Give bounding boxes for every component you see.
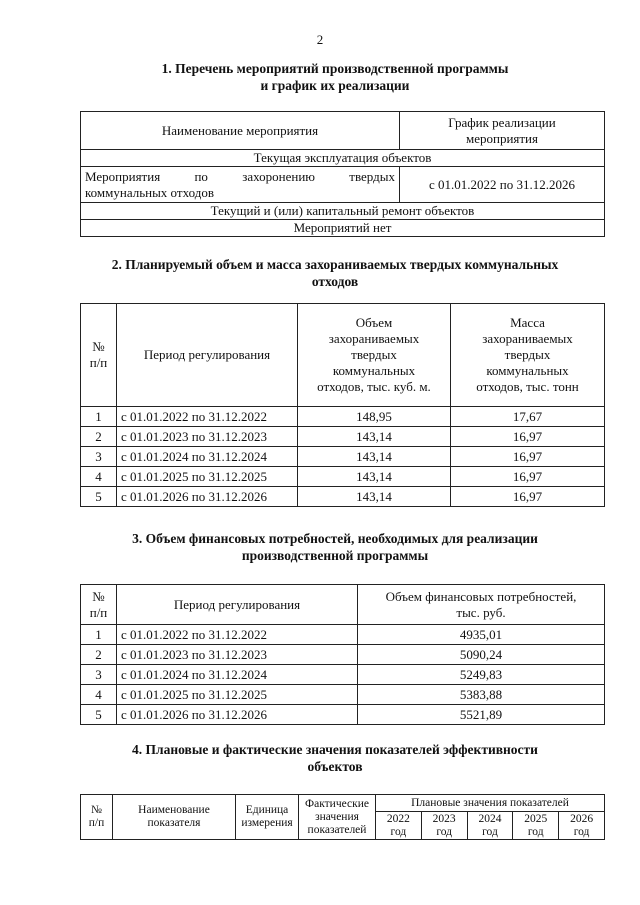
table-header-row [81, 304, 605, 407]
section3-title: 3. Объем финансовых потребностей, необходимых для реализации производственной программы [132, 531, 538, 563]
table-row: 4 с 01.01.2025 по 31.12.2025 5383,88 [81, 685, 605, 705]
page-number: 2 [316, 32, 324, 47]
table-header-row [81, 585, 605, 625]
header-num: № п/п [81, 304, 117, 407]
table-row: 2 с 01.01.2023 по 31.12.2023 143,14 16,97 [81, 427, 605, 447]
financial-needs-table [80, 584, 605, 725]
header-year-2022: 2022 год [376, 812, 422, 840]
table-row: 3 с 01.01.2024 по 31.12.2024 5249,83 [81, 665, 605, 685]
table-row: 1 с 01.01.2022 по 31.12.2022 148,95 17,67 [81, 407, 605, 427]
header-year-2024: 2024 год [467, 812, 513, 840]
table-row: 2 с 01.01.2023 по 31.12.2023 5090,24 [81, 645, 605, 665]
performance-indicators-table [80, 794, 605, 840]
header-volume: Объем захораниваемых твердых коммунальных отходов, тыс. куб. м. [298, 304, 451, 407]
group-row [81, 203, 605, 220]
header-year-2023: 2023 год [421, 812, 467, 840]
header-year-2026: 2026 год [559, 812, 605, 840]
header-year-2025: 2025 год [513, 812, 559, 840]
no-activities-note: Мероприятий нет [81, 220, 605, 237]
table-header-row [81, 112, 605, 150]
waste-volume-table [80, 303, 605, 507]
header-mass: Масса захораниваемых твердых коммунальных отходов, тыс. тонн [451, 304, 605, 407]
table-header-row [81, 795, 605, 812]
table-row: 5 с 01.01.2026 по 31.12.2026 5521,89 [81, 705, 605, 725]
header-actual-values: Фактические значения показателей [299, 795, 376, 840]
header-num: № п/п [81, 585, 117, 625]
header-finance: Объем финансовых потребностей, тыс. руб. [358, 585, 605, 625]
activity-schedule-cell: с 01.01.2022 по 31.12.2026 [400, 167, 605, 203]
section2-title: 2. Планируемый объем и масса захораниваемых твердых коммунальных отходов [111, 257, 559, 289]
activities-table [80, 111, 605, 237]
table-row: 3 с 01.01.2024 по 31.12.2024 143,14 16,97 [81, 447, 605, 467]
table-row: 4 с 01.01.2025 по 31.12.2025 143,14 16,97 [81, 467, 605, 487]
header-activity-name: Наименование мероприятия [81, 112, 400, 150]
header-period: Период регулирования [117, 585, 358, 625]
header-unit: Единица измерения [236, 795, 299, 840]
section1-title: 1. Перечень мероприятий производственной программы и график их реализации [161, 61, 509, 93]
table-row: 1 с 01.01.2022 по 31.12.2022 4935,01 [81, 625, 605, 645]
table-row: 5 с 01.01.2026 по 31.12.2026 143,14 16,97 [81, 487, 605, 507]
table-row [81, 167, 605, 203]
header-period: Период регулирования [117, 304, 298, 407]
group-current-operation: Текущая эксплуатация объектов [81, 150, 605, 167]
section4-title: 4. Плановые и фактические значения показателей эффективности объектов [132, 742, 538, 774]
group-repair: Текущий и (или) капитальный ремонт объектов [81, 203, 605, 220]
group-row [81, 150, 605, 167]
activity-name-cell: Мероприятия по захоронению твердых коммунальных отходов [81, 167, 400, 203]
header-num: № п/п [81, 795, 113, 840]
group-row [81, 220, 605, 237]
header-planned-values: Плановые значения показателей [376, 795, 605, 812]
header-indicator-name: Наименование показателя [113, 795, 236, 840]
header-schedule: График реализации мероприятия [400, 112, 605, 150]
